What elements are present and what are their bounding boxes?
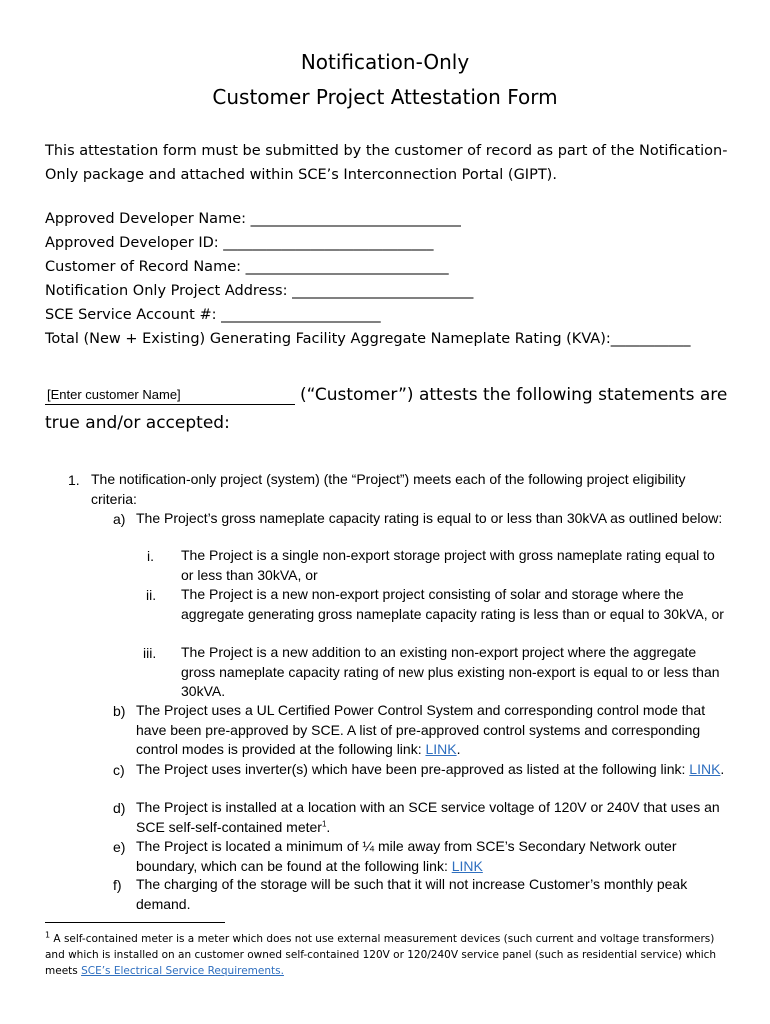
item-number-1: 1. [68, 472, 80, 488]
control-systems-link[interactable]: LINK [425, 741, 457, 757]
item-f-label: f) [113, 877, 122, 893]
customer-of-record-field[interactable]: Customer of Record Name: ____________________________ [45, 259, 449, 275]
item-c-label: c) [113, 762, 125, 778]
secondary-network-link[interactable]: LINK [451, 857, 483, 874]
item-e-text: The Project is located a minimum of ¼ mile away from SCE’s Secondary Network outer boundary, which can be found at the following link: [136, 838, 677, 874]
item-f-text: The charging of the storage will be such that it will not increase Customer’s monthly peak demand. [136, 876, 688, 912]
footnote-number: 1 [45, 930, 51, 940]
item-a-label: a) [113, 511, 126, 527]
intro-paragraph: This attestation form must be submitted by the customer of record as part of the Notification-Only package and attached within SCE’s Interconnection Portal (GIPT). [45, 143, 728, 183]
item-c-content: The Project uses inverter(s) which have been pre-approved as listed at the following link: LINK. [136, 761, 725, 777]
project-address-field[interactable]: Notification Only Project Address: _________________________ [45, 283, 474, 299]
footnote-text: A self-contained meter is a meter which does not use external measurement devices (such current and voltage transformers) and which is installed on an customer owned self-contained 120V or 120/240V service panel (such as residential service) which meets [45, 933, 717, 977]
footnote-divider [45, 922, 225, 923]
item-d-label: d) [113, 800, 126, 816]
item-b-text: The Project uses a UL Certified Power Control System and corresponding control mode that have been pre-approved by SCE. A list of pre-approved control systems and corresponding control modes is provided at the following link: [136, 702, 706, 757]
item-ii-label: ii. [146, 587, 157, 603]
inverters-link[interactable]: LINK [689, 761, 721, 777]
form-title-line1: Notification-Only [300, 50, 470, 74]
item-a-text: The Project’s gross nameplate capacity rating is equal to or less than 30kVA as outlined below: [136, 510, 723, 526]
item-d-text: The Project is installed at a location with an SCE service voltage of 120V or 240V that uses an SCE self-self-contained meter [136, 799, 720, 835]
item-b-label: b) [113, 703, 126, 719]
footnote [45, 931, 735, 979]
item-d-content: The Project is installed at a location with an SCE service voltage of 120V or 240V that uses an SCE self-self-contained meter$^1$. [136, 799, 720, 835]
customer-name-input[interactable] [45, 386, 295, 405]
item-e-label: e) [113, 839, 126, 855]
customer-name-value: [Enter customer Name] [47, 387, 181, 402]
electrical-service-requirements-link[interactable]: SCE’s Electrical Service Requirements. [81, 965, 284, 977]
item-b-content: The Project uses a UL Certified Power Control System and corresponding control mode that have been pre-approved by SCE. A list of pre-approved control systems and corresponding control modes is provided at the following link: LINK. [136, 702, 706, 757]
item-iii-label: iii. [143, 645, 157, 661]
item-c-text: The Project uses inverter(s) which have been pre-approved as listed at the following link: [136, 761, 686, 777]
item-i-text: The Project is a single non-export storage project with gross nameplate rating equal to or less than 30kVA, or [181, 547, 715, 583]
attest-statement-line2: true and/or accepted: [45, 413, 230, 433]
item-1-text: The notification-only project (system) (the “Project”) meets each of the following project eligibility criteria: [91, 471, 686, 507]
developer-name-field[interactable]: Approved Developer Name: _____________________________ [45, 211, 461, 227]
item-iii-text: The Project is a new addition to an existing non-export project where the aggregate gross nameplate capacity rating of new plus existing non-export is equal to or less than 30kVA. [181, 644, 720, 699]
footnote-ref: 1 [321, 818, 327, 828]
item-ii-text: The Project is a new non-export project consisting of solar and storage where the aggregate generating gross nameplate capacity rating is less than or equal to 30kVA, or [181, 586, 724, 622]
aggregate-rating-field[interactable]: Total (New + Existing) Generating Facility Aggregate Nameplate Rating (KVA):___________ [45, 331, 691, 347]
service-account-field[interactable]: SCE Service Account #: ______________________ [45, 307, 381, 323]
attest-statement-line1: (“Customer”) attests the following statements are [300, 385, 728, 405]
item-i-label: i. [147, 548, 154, 564]
developer-id-field[interactable]: Approved Developer ID: _____________________________ [45, 235, 434, 251]
form-title-line2: Customer Project Attestation Form [212, 85, 558, 109]
item-e-content [136, 837, 731, 876]
